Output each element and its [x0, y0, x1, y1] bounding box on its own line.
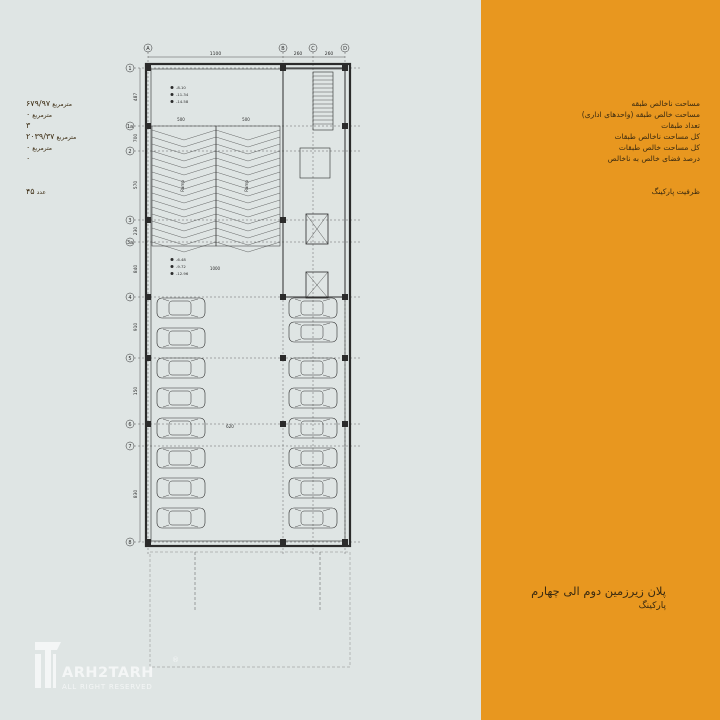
level-mark-3: -6.48 [176, 257, 186, 262]
left-dimension-7: 830 [134, 489, 139, 499]
column-18 [342, 539, 348, 545]
car-left-6 [157, 478, 205, 498]
top-dimension-0: 1100 [209, 52, 222, 57]
gross-area-label: مساحت ناخالص طبقه [631, 99, 700, 108]
level-marker-3 [171, 258, 174, 261]
left-dimension-6: 150 [134, 386, 139, 396]
parking-capacity-unit: عدد [36, 189, 46, 196]
total-net-number: ۰ [26, 143, 31, 152]
level-mark-2: -14.58 [176, 99, 189, 104]
level-marker-4 [171, 265, 174, 268]
total-gross-value [26, 132, 76, 141]
ramp-label-1: Ramp [244, 180, 249, 192]
floor-count-label: تعداد طبقات [661, 121, 700, 130]
row-label-6: 6 [128, 421, 132, 428]
level-marker-1 [171, 93, 174, 96]
row-label-8: 8 [128, 539, 132, 546]
floor-count-value [26, 121, 30, 130]
net-ratio-value [26, 154, 30, 163]
parking-capacity-value [26, 187, 46, 196]
col-label-D: D [343, 46, 347, 52]
left-dimension-5: 910 [134, 322, 139, 332]
row-label-5: 5 [128, 355, 132, 362]
column-17 [280, 539, 286, 545]
total-net-label: کل مساحت خالص طبقات [618, 143, 700, 152]
left-dimension-4: 840 [134, 264, 139, 274]
total-net-unit: مترمربع [32, 145, 53, 152]
col-label-C: C [311, 46, 315, 52]
net-area-number: ۰ [26, 110, 31, 119]
left-dimension-0: 487 [134, 92, 139, 102]
row-label-1: 1 [128, 65, 132, 72]
toilet-block [300, 148, 330, 178]
row-label-3: 3 [128, 217, 132, 224]
parking-capacity-label: ظرفیت پارکینگ [651, 187, 700, 196]
row-label-3a: 3a [126, 239, 134, 246]
car-left-5 [157, 448, 205, 468]
net-area-label: مساحت خالص طبقه (واحدهای اداری) [581, 110, 700, 119]
parking-capacity-number: ۴۵ [26, 187, 35, 196]
car-right-4 [289, 448, 337, 468]
row-label-2: 2 [128, 148, 132, 155]
level-marker-2 [171, 100, 174, 103]
car-left-0 [157, 298, 205, 318]
level-mark-4: -9.72 [176, 264, 186, 269]
ramp-label-0: Ramp [180, 180, 185, 192]
column-3 [145, 123, 151, 129]
outer-wall [146, 64, 350, 546]
logo-tagline: ALL RIGHT RESERVED [62, 683, 153, 691]
car-left-7 [157, 508, 205, 528]
inner-dimension-1: 500 [242, 117, 250, 122]
plan-subtitle: پارکینگ [638, 601, 666, 611]
column-10 [145, 355, 151, 361]
total-net-value [26, 143, 52, 152]
total-gross-number: ۲۰۳۹/۳۷ [26, 132, 55, 141]
net-ratio-number: ۰ [26, 154, 31, 163]
car-left-3 [157, 388, 205, 408]
column-12 [342, 355, 348, 361]
total-gross-unit: مترمربع [56, 134, 77, 141]
column-11 [280, 355, 286, 361]
gross-area-unit: مترمربع [52, 101, 72, 108]
car-left-1 [157, 328, 205, 348]
top-dimension-2: 260 [324, 52, 334, 57]
logo-name: ARH2TARH [62, 665, 154, 681]
left-dimension-3: 230 [134, 226, 139, 236]
level-marker-5 [171, 272, 174, 275]
row-label-1a: 1a [126, 123, 134, 130]
inner-dimension-3: 620 [226, 424, 234, 429]
service-core [283, 68, 345, 297]
car-right-3 [289, 388, 337, 408]
floor-count-number: ۳ [26, 121, 31, 130]
inner-wall-line [151, 69, 345, 541]
level-mark-1: -11.34 [176, 92, 189, 97]
left-dimension-2: 570 [134, 180, 139, 190]
gross-area-number: ۶۷۹/۹۷ [26, 99, 51, 108]
column-15 [342, 421, 348, 427]
level-mark-5: -12.96 [176, 271, 189, 276]
level-mark-0: -8.10 [176, 85, 186, 90]
top-dimension-1: 260 [293, 52, 303, 57]
row-label-4: 4 [128, 294, 132, 301]
column-16 [145, 539, 151, 545]
net-ratio-label: درصد فضای خالص به ناخالص [607, 154, 700, 163]
column-14 [280, 421, 286, 427]
column-13 [145, 421, 151, 427]
registered-mark: ® [172, 656, 179, 664]
net-area-unit: مترمربع [32, 112, 53, 119]
car-left-2 [157, 358, 205, 378]
column-7 [145, 294, 151, 300]
stair [313, 72, 333, 130]
col-label-B: B [281, 46, 285, 52]
info-panel [481, 0, 720, 720]
gross-area-value [26, 99, 72, 108]
col-label-A: A [146, 46, 150, 52]
left-dimension-1: 700 [134, 133, 139, 143]
column-5 [145, 217, 151, 223]
car-left-4 [157, 418, 205, 438]
inner-dimension-0: 500 [177, 117, 185, 122]
level-marker-0 [171, 86, 174, 89]
plan-title: پلان زیرزمین دوم الی چهارم [531, 584, 666, 598]
inner-dimension-2: 1000 [209, 266, 221, 271]
column-0 [145, 65, 151, 71]
row-label-7: 7 [128, 443, 132, 450]
total-gross-label: کل مساحت ناخالص طبقات [614, 132, 700, 141]
net-area-value [26, 110, 52, 119]
